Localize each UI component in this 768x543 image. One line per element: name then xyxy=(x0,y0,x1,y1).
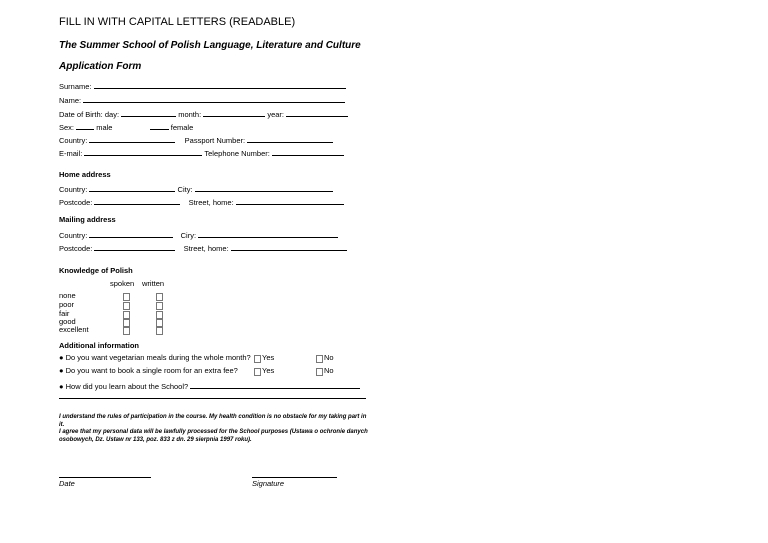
home-street-label: Street, home: xyxy=(188,198,234,207)
level-fair: fair xyxy=(59,309,70,318)
sex-label: Sex: xyxy=(59,123,75,132)
telephone-label: Telephone Number: xyxy=(204,149,270,158)
level-good: good xyxy=(59,317,76,326)
name-field[interactable] xyxy=(83,94,345,103)
single-room-no-checkbox[interactable] xyxy=(316,368,323,376)
mailing-country-city-row xyxy=(59,229,338,240)
additional-heading: Additional information xyxy=(59,341,139,350)
home-country-city-row xyxy=(59,183,333,194)
dob-day-label: Date of Birth: day: xyxy=(59,110,120,119)
spoken-good-checkbox[interactable] xyxy=(123,319,130,327)
spoken-poor-checkbox[interactable] xyxy=(123,302,130,310)
single-room-yes-checkbox[interactable] xyxy=(254,368,261,376)
learn-field-continuation[interactable] xyxy=(59,398,366,399)
date-line[interactable] xyxy=(59,477,151,478)
mailing-postcode-label: Postcode: xyxy=(59,244,93,253)
home-city-field[interactable] xyxy=(195,183,333,192)
declaration-data: I agree that my personal data will be lawfully processed for the School purposes (Ustawa o ochronie danych osobowych, Dz. Ustaw nr 133, poz. 833 z dn. 29 sierpnia 1997 roku). xyxy=(59,429,368,443)
male-field[interactable] xyxy=(76,121,94,130)
home-country-field[interactable] xyxy=(89,183,175,192)
home-address-heading: Home address xyxy=(59,170,111,179)
home-postcode-label: Postcode: xyxy=(59,198,93,207)
home-postcode-field[interactable] xyxy=(94,196,180,205)
single-room-question: ● Do you want to book a single room for an extra fee? xyxy=(59,366,238,375)
mailing-city-label: Ciry: xyxy=(180,231,197,240)
written-header: written xyxy=(142,279,165,288)
single-room-no-label: No xyxy=(324,366,334,375)
single-room-yes-label: Yes xyxy=(262,366,275,375)
vegetarian-no-checkbox[interactable] xyxy=(316,355,323,363)
home-city-label: City: xyxy=(177,185,193,194)
passport-label: Passport Number: xyxy=(184,136,246,145)
signature-line[interactable] xyxy=(252,477,337,478)
name-label: Name: xyxy=(59,96,82,105)
email-label: E-mail: xyxy=(59,149,83,158)
written-fair-checkbox[interactable] xyxy=(156,311,163,319)
form-title: Application Form xyxy=(59,61,142,72)
telephone-field[interactable] xyxy=(272,147,344,156)
male-label: male xyxy=(96,123,113,132)
dob-month-label: month: xyxy=(178,110,202,119)
mailing-address-heading: Mailing address xyxy=(59,215,116,224)
learn-question-row xyxy=(59,380,360,391)
name-row xyxy=(59,94,345,105)
home-postcode-street-row xyxy=(59,196,344,207)
declaration-health: I understand the rules of participation in the course. My health condition is no obstacle for my taking part in it. xyxy=(59,414,367,428)
level-poor: poor xyxy=(59,300,75,309)
spoken-none-checkbox[interactable] xyxy=(123,293,130,301)
dob-year-label: year: xyxy=(267,110,285,119)
written-none-checkbox[interactable] xyxy=(156,293,163,301)
home-street-field[interactable] xyxy=(236,196,344,205)
female-label: female xyxy=(170,123,194,132)
vegetarian-no-label: No xyxy=(324,353,334,362)
surname-label: Surname: xyxy=(59,82,92,91)
vegetarian-question: ● Do you want vegetarian meals during the whole month? xyxy=(59,353,251,362)
signature-label: Signature xyxy=(252,479,285,488)
polish-heading: Knowledge of Polish xyxy=(59,266,133,275)
level-none: none xyxy=(59,291,76,300)
spoken-excellent-checkbox[interactable] xyxy=(123,327,130,335)
dob-month-field[interactable] xyxy=(203,108,265,117)
dob-day-field[interactable] xyxy=(121,108,176,117)
spoken-fair-checkbox[interactable] xyxy=(123,311,130,319)
written-poor-checkbox[interactable] xyxy=(156,302,163,310)
dob-year-field[interactable] xyxy=(286,108,348,117)
dob-row xyxy=(59,108,348,119)
passport-field[interactable] xyxy=(247,134,333,143)
country-passport-row xyxy=(59,134,333,145)
level-excellent: excellent xyxy=(59,325,89,334)
mailing-postcode-field[interactable] xyxy=(94,242,175,251)
surname-row xyxy=(59,80,346,91)
learn-field[interactable] xyxy=(190,380,360,389)
mailing-country-field[interactable] xyxy=(89,229,173,238)
mailing-city-field[interactable] xyxy=(198,229,338,238)
home-country-label: Country: xyxy=(59,185,88,194)
email-phone-row xyxy=(59,147,344,158)
spoken-header: spoken xyxy=(110,279,135,288)
country-label: Country: xyxy=(59,136,88,145)
written-excellent-checkbox[interactable] xyxy=(156,327,163,335)
country-field[interactable] xyxy=(89,134,175,143)
date-label: Date xyxy=(59,479,75,488)
written-good-checkbox[interactable] xyxy=(156,319,163,327)
learn-question: ● How did you learn about the School? xyxy=(59,382,189,391)
vegetarian-yes-label: Yes xyxy=(262,353,275,362)
email-field[interactable] xyxy=(84,147,202,156)
female-field[interactable] xyxy=(150,121,169,130)
mailing-street-field[interactable] xyxy=(231,242,347,251)
mailing-country-label: Country: xyxy=(59,231,88,240)
mailing-street-label: Street, home: xyxy=(183,244,229,253)
form-header: FILL IN WITH CAPITAL LETTERS (READABLE) xyxy=(59,16,296,28)
vegetarian-yes-checkbox[interactable] xyxy=(254,355,261,363)
school-title: The Summer School of Polish Language, Literature and Culture xyxy=(59,40,361,51)
mailing-postcode-street-row xyxy=(59,242,347,253)
surname-field[interactable] xyxy=(94,80,346,89)
sex-row xyxy=(59,121,193,132)
